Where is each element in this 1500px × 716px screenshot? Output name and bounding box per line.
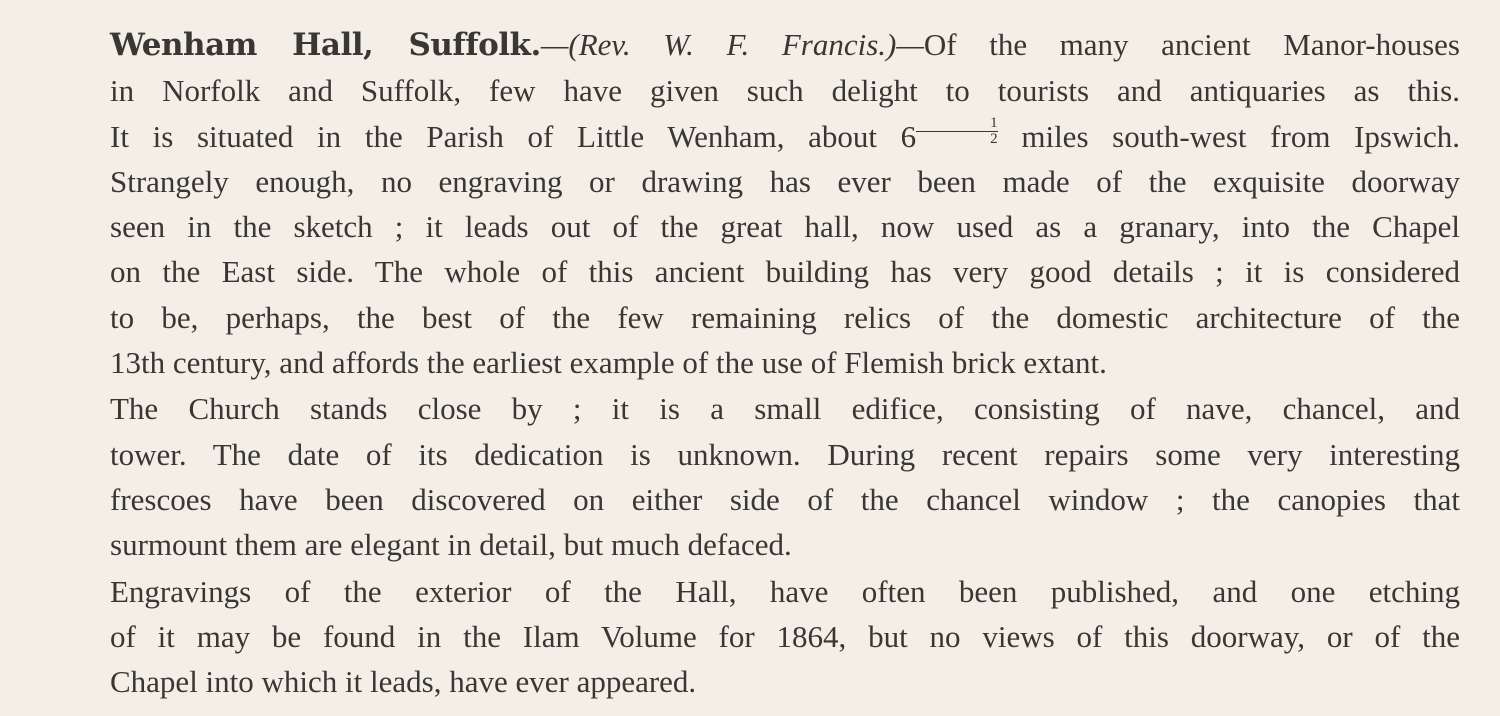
text-line: Chapel into which it leads, have ever appeared. [110,664,697,700]
text-line [36,22,1460,68]
paragraph-wenham-hall [36,22,1460,385]
text-line: of it may be found in the Ilam Volume for 1864, but no views of this doorway, or of the [110,618,1460,654]
text-line: in Norfolk and Suffolk, few have given such delight to tourists and antiquaries as this. [110,73,1460,109]
text-line: tower. The date of its dedication is unknown. During recent repairs some very interesting [110,436,1460,472]
text-line: on the East side. The whole of this ancient building has very good details ; it is considered [110,254,1460,290]
text-fragment: It is situated in the Parish of Little Wenham, about 6 [110,118,917,154]
text-fragment: Of the many ancient Manor-houses [923,27,1460,62]
text-line: 13th century, and affords the earliest example of the use of Flemish brick extant. [110,345,1107,381]
text-line [36,114,1460,159]
fraction-denominator: 2 [990,130,998,147]
text-line: The Church stands close by ; it is a small edifice, consisting of nave, chancel, and [110,391,1460,427]
text-line: frescoes have been discovered on either side of the chancel window ; the canopies that [110,481,1460,517]
text-line: Engravings of the exterior of the Hall, have often been published, and one etching [110,573,1460,609]
author-credit: —(Rev. W. F. Francis.)— [540,27,924,62]
text-line: surmount them are elegant in detail, but much defaced. [110,527,792,563]
article-heading: Wenham Hall, Suffolk. [110,27,541,63]
paragraph-engravings [36,569,1460,705]
text-line: seen in the sketch ; it leads out of the great hall, now used as a granary, into the Chapel [110,209,1460,245]
text-line: Strangely enough, no engraving or drawing has ever been made of the exquisite doorway [110,163,1460,199]
paragraph-church [36,386,1460,567]
fraction-numerator: 1 [916,116,998,132]
text-fragment: miles south-west from Ipswich. [997,118,1460,154]
text-line: to be, perhaps, the best of the few remaining relics of the domestic architecture of the [110,299,1460,335]
fraction [916,116,998,147]
